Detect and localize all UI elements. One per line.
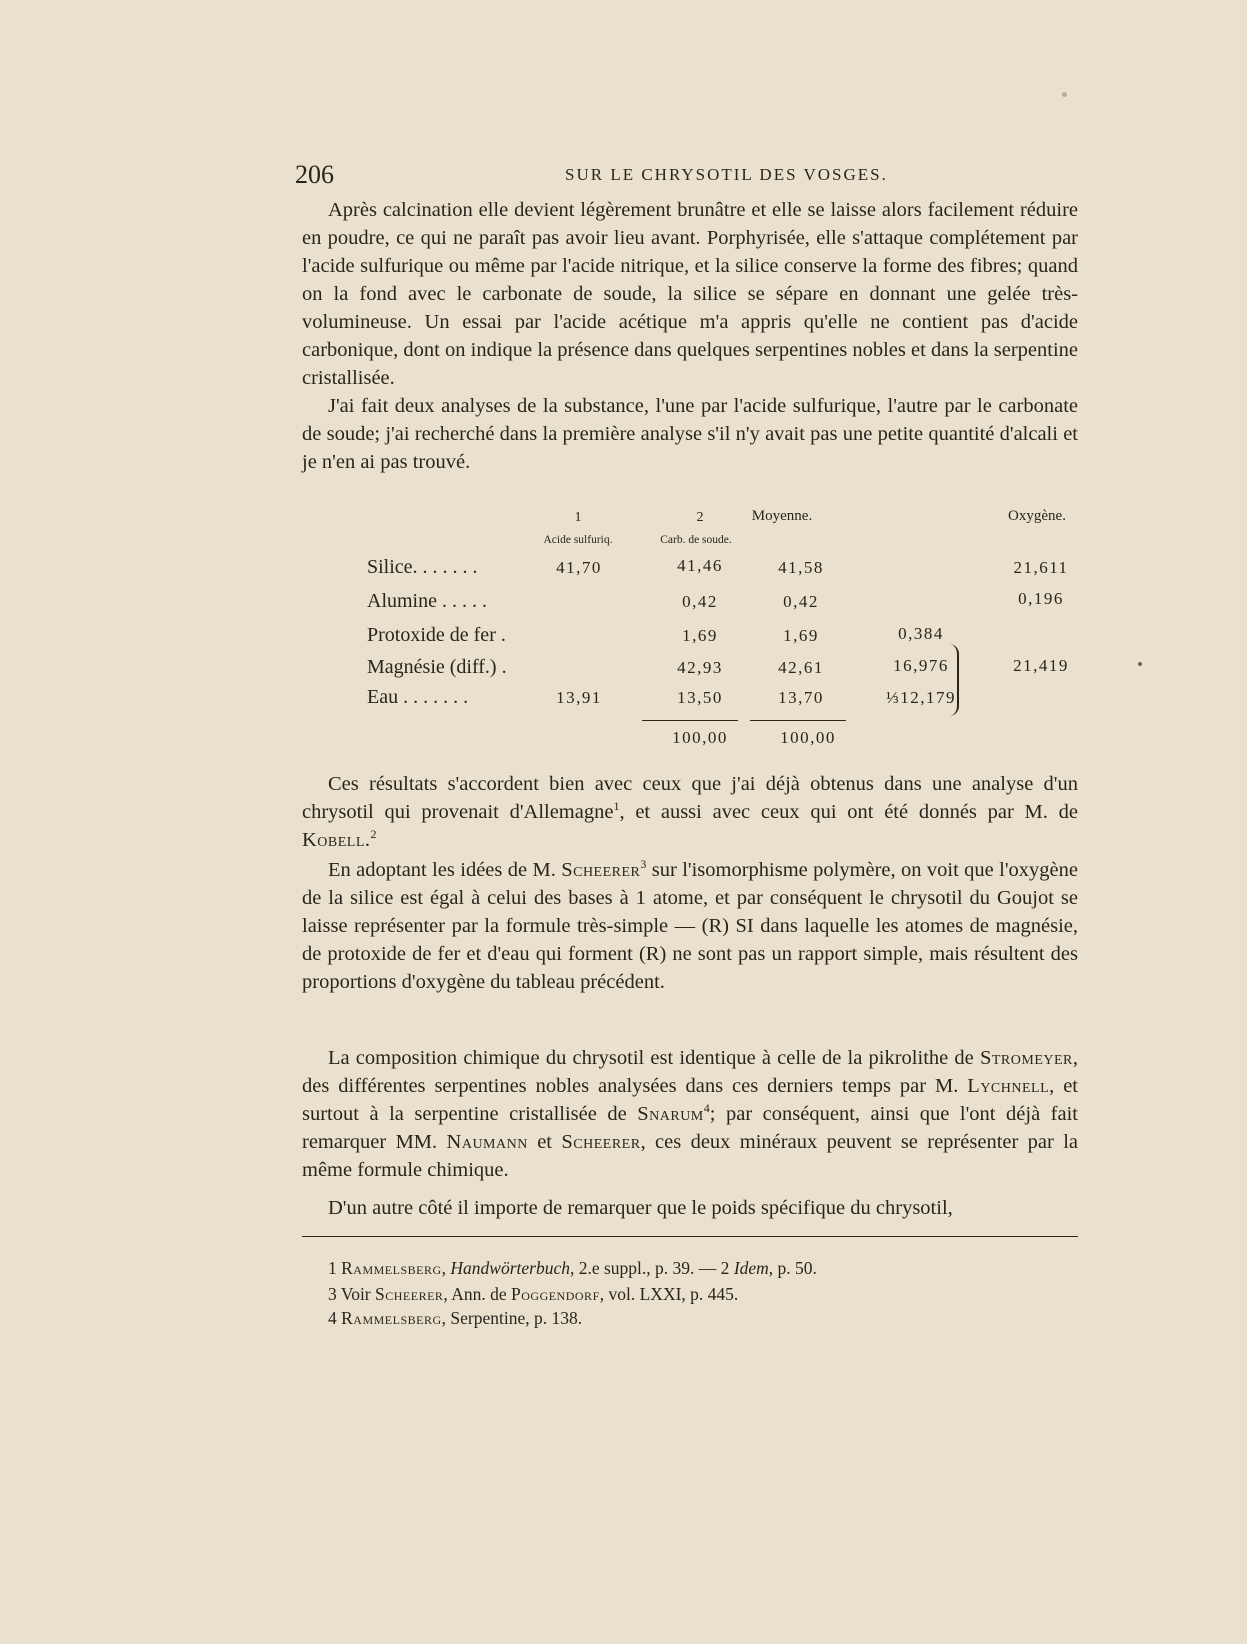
cell-silice-oxygen: 21,611 [1013,558,1069,577]
cell-eau-oxygen: ⅓12,179 [886,688,956,707]
cell-protoxide-oxygen: 0,384 [898,624,944,643]
text: Ces résultats s'accordent bien avec ceux que j'ai déjà obtenus dans une analyse d'un chrysotil qui provenait d'Allemagne [302,773,1078,823]
text: Voir [340,1284,376,1304]
cell-protoxide-b: 1,69 [682,626,718,645]
author-name: Rammelsberg [341,1258,442,1278]
text: , des différentes serpentines nobles analysées dans ces derniers temps par M. [302,1047,1078,1097]
cell-eau-mean: 13,70 [778,688,824,707]
cell-alumine-b: 0,42 [682,592,718,611]
cell-total-b: 100,00 [672,728,728,747]
total-rule-mean [750,720,846,721]
author-name: Scheerer [561,859,641,881]
cell-magnesie-b: 42,93 [677,658,723,677]
cell-eau-a: 13,91 [556,688,602,707]
paragraph-analyses: J'ai fait deux analyses de la substance, l'une par l'acide sulfurique, l'autre par le carbonate de soude; j'ai recherché dans la première analyse s'il n'y avait pas une petite quantité d'alcali et je n'en ai pas trouvé. [302,395,1078,473]
footnote-1-2: 1 Rammelsberg, Handwörterbuch, 2.e suppl., p. 39. — 2 Idem, p. 50. [328,1258,817,1278]
cell-total-mean: 100,00 [780,728,836,747]
col-subheader-1: Acide sulfuriq. [543,534,613,546]
footnote-3 [328,1284,738,1305]
text: , vol. LXXI, p. 445. [599,1284,739,1304]
col-subheader-2: Carb. de soude. [660,534,732,546]
author-name: Rammelsberg [341,1308,442,1328]
paragraph-calcination: Après calcination elle devient légèrement brunâtre et elle se laisse alors facilement réduire en poudre, ce qui ne paraît pas avoir lieu avant. Porphyrisée, elle s'attaque complétement par l'acide sulfurique ou même par l'acide nitrique, et la silice conserve la forme des fibres; quand on la fond avec le carbonate de soude, la silice se sépare en donnant une gelée très-volumineuse. Un essai par l'acide acétique m'a appris qu'elle ne contient pas d'acide carbonique, dont on indique la présence dans quelques serpentines nobles et dans la serpentine cristallisée. [302,199,1078,389]
footnote-rule [302,1236,1078,1237]
book-title: Handwörterbuch [450,1258,570,1278]
paragraph-composition [302,1044,1078,1184]
author-name: Stromeyer [979,1047,1073,1069]
place-name: Snarum [637,1103,704,1125]
total-rule-b [642,720,738,721]
footnote-4 [328,1308,582,1329]
brace-bracket [949,644,959,716]
col-header-mean: Moyenne. [751,508,813,524]
paper-dot [1138,662,1142,666]
idem: Idem [733,1258,769,1278]
cell-silice-mean: 41,58 [778,558,824,577]
row-label-alumine: Alumine . . . . . [367,590,487,612]
text: et [527,1131,562,1153]
paragraph-isomorphism [302,856,1078,996]
col-header-1: 1 [574,510,582,525]
row-label-silice: Silice. . . . . . . [367,556,478,578]
page-header [295,160,935,190]
text: La composition chimique du chrysotil est identique à celle de la pikrolithe de [328,1047,980,1069]
cell-silice-b: 41,46 [677,556,723,575]
text: , et aussi avec ceux qui ont été donnés par M. de [619,801,1078,823]
col-header-2: 2 [696,510,704,525]
footnote-ref-3: 3 [640,857,647,872]
cell-alumine-oxygen: 0,196 [1018,589,1064,608]
paragraph-weight: D'un autre côté il importe de remarquer que le poids spécifique du chrysotil, [328,1197,953,1219]
text: ; par conséquent, ainsi que l'ont déjà fait remarquer MM. [302,1103,1079,1153]
col-header-oxygen: Oxygène. [1008,508,1066,524]
footnote-number: 4 [328,1308,337,1328]
author-name: Scheerer [375,1284,444,1304]
text: , 2.e suppl., p. 39. — 2 [569,1258,734,1278]
text: , Ann. de [443,1284,511,1304]
paper-spot [1062,92,1067,97]
text: , Serpentine, p. 138. [441,1308,583,1328]
page-number: 206 [295,160,334,189]
footnote-number: 3 [328,1284,337,1304]
author-name: Poggendorf [511,1284,600,1304]
row-label-eau: Eau . . . . . . . [367,686,469,708]
cell-eau-b: 13,50 [677,688,723,707]
cell-magnesie-mean: 42,61 [778,658,824,677]
paragraph-results [302,770,1078,854]
cell-magnesie-oxygen: 16,976 [893,656,949,675]
running-head: SUR LE CHRYSOTIL DES VOSGES. [565,165,888,184]
author-name: Kobell. [302,829,371,851]
footnote-number: 1 [328,1258,337,1278]
cell-alumine-mean: 0,42 [783,592,819,611]
cell-protoxide-mean: 1,69 [783,626,819,645]
row-label-magnesie: Magnésie (diff.) . [367,656,507,678]
author-name: Naumann [446,1131,528,1153]
text: , ces deux minéraux peuvent se représenter par la même formule chimique. [302,1131,1079,1181]
author-name: Scheerer [561,1131,641,1153]
cell-bases-oxygen-total: 21,419 [1013,656,1069,675]
author-name: Lychnell [967,1075,1050,1097]
text: En adoptant les idées de M. [328,859,562,881]
text: sur l'isomorphisme polymère, on voit que l'oxygène de la silice est égal à celui des bases à 1 atome, et par conséquent le chrysotil du Goujot se laisse représenter par la formule très-simple — (R) SI dans laquelle les atomes de magnésie, de protoxide de fer et d'eau qui forment (R) ne sont pas un rapport simple, mais résultent des proportions d'oxygène du tableau précédent. [302,859,1078,993]
footnote-ref-1: 1 [613,799,620,814]
footnote-ref-2: 2 [370,827,377,842]
text: , p. 50. [768,1258,817,1278]
text: , et surtout à la serpentine cristallisée de [302,1075,1078,1125]
footnote-ref-4: 4 [703,1101,710,1116]
cell-silice-a: 41,70 [556,558,602,577]
row-label-protoxide: Protoxide de fer . [367,624,506,646]
